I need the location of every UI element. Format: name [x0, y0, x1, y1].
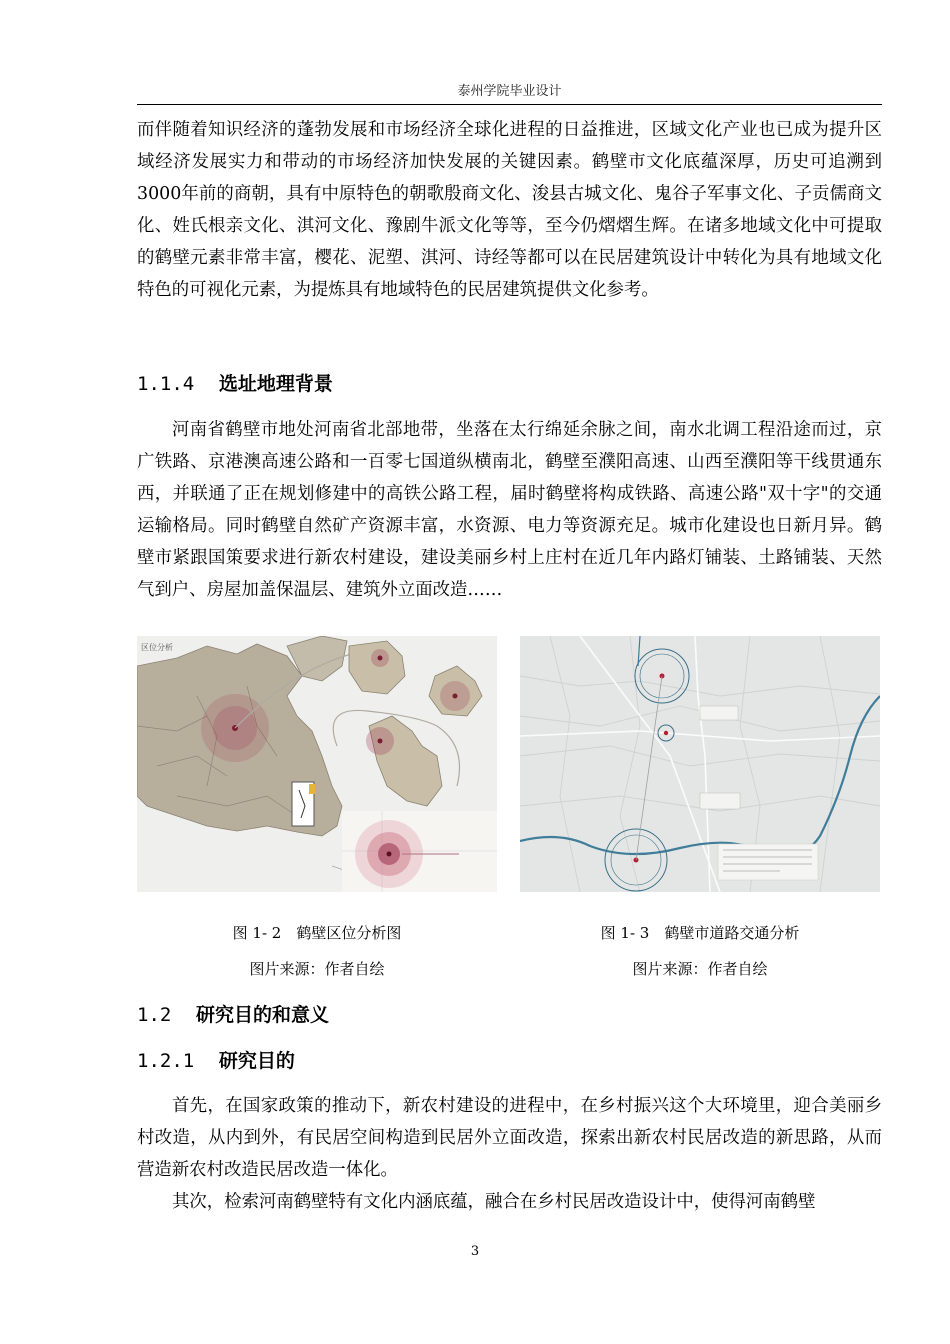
header-rule [137, 104, 882, 105]
heading-number: 1.2.1 [137, 1050, 195, 1072]
figure-1-3-caption: 图 1- 3 鹤壁市道路交通分析 [600, 924, 800, 942]
heading-number: 1.2 [137, 1004, 172, 1026]
heading-1-1-4 [137, 369, 333, 396]
paragraph-purpose-second: 其次，检索河南鹤壁特有文化内涵底蕴，融合在乡村民居改造设计中，使得河南鹤壁 [172, 1192, 816, 1212]
map-title-label: 区位分析 [141, 643, 173, 652]
page-number: 3 [470, 1244, 480, 1259]
figure-1-2-caption: 图 1- 2 鹤壁区位分析图 [232, 924, 402, 942]
heading-number: 1.1.4 [137, 373, 195, 395]
page-header: 泰州学院毕业设计 [457, 84, 562, 99]
figure-location-map [137, 636, 497, 892]
heading-text: 研究目的 [218, 1050, 295, 1072]
paragraph-geography: 河南省鹤壁市地处河南省北部地带，坐落在太行绵延余脉之间，南水北调工程沿途而过，京广铁路、京港澳高速公路和一百零七国道纵横南北，鹤壁至濮阳高速、山西至濮阳等干线贯通东西，并联通了正在规划修建中的高铁公路工程，届时鹤壁将构成铁路、高速公路"双十字"的交通运输格局。同时鹤壁自然矿产资源丰富，水资源、电力等资源充足。城市化建设也日新月异。鹤壁市紧跟国策要求进行新农村建设，建设美丽乡村上庄村在近几年内路灯铺装、土路铺装、天然气到户、房屋加盖保温层、建筑外立面改造…… [137, 420, 882, 600]
heading-text: 研究目的和意义 [195, 1004, 329, 1026]
figure-1-2-source: 图片来源：作者自绘 [249, 960, 385, 978]
heading-1-2 [137, 1000, 329, 1027]
heading-text: 选址地理背景 [218, 373, 333, 395]
heading-1-2-1 [137, 1046, 295, 1073]
paragraph-purpose-first: 首先，在国家政策的推动下，新农村建设的进程中，在乡村振兴这个大环境里，迎合美丽乡村改造，从内到外，有民居空间构造到民居外立面改造，探索出新农村民居改造的新思路，从而营造新农村改造民居改造一体化。 [137, 1096, 882, 1180]
figure-road-map [520, 636, 880, 892]
paragraph-culture: 而伴随着知识经济的蓬勃发展和市场经济全球化进程的日益推进，区域文化产业也已成为提升区域经济发展实力和带动的市场经济加快发展的关键因素。鹤壁市文化底蕴深厚，历史可追溯到3000年前的商朝，具有中原特色的朝歌殷商文化、浚县古城文化、鬼谷子军事文化、子贡儒商文化、姓氏根亲文化、淇河文化、豫剧牛派文化等等，至今仍熠熠生辉。在诸多地域文化中可提取的鹤壁元素非常丰富，樱花、泥塑、淇河、诗经等都可以在民居建筑设计中转化为具有地域文化特色的可视化元素，为提炼具有地域特色的民居建筑提供文化参考。 [137, 120, 882, 300]
figure-1-3-source: 图片来源：作者自绘 [632, 960, 768, 978]
